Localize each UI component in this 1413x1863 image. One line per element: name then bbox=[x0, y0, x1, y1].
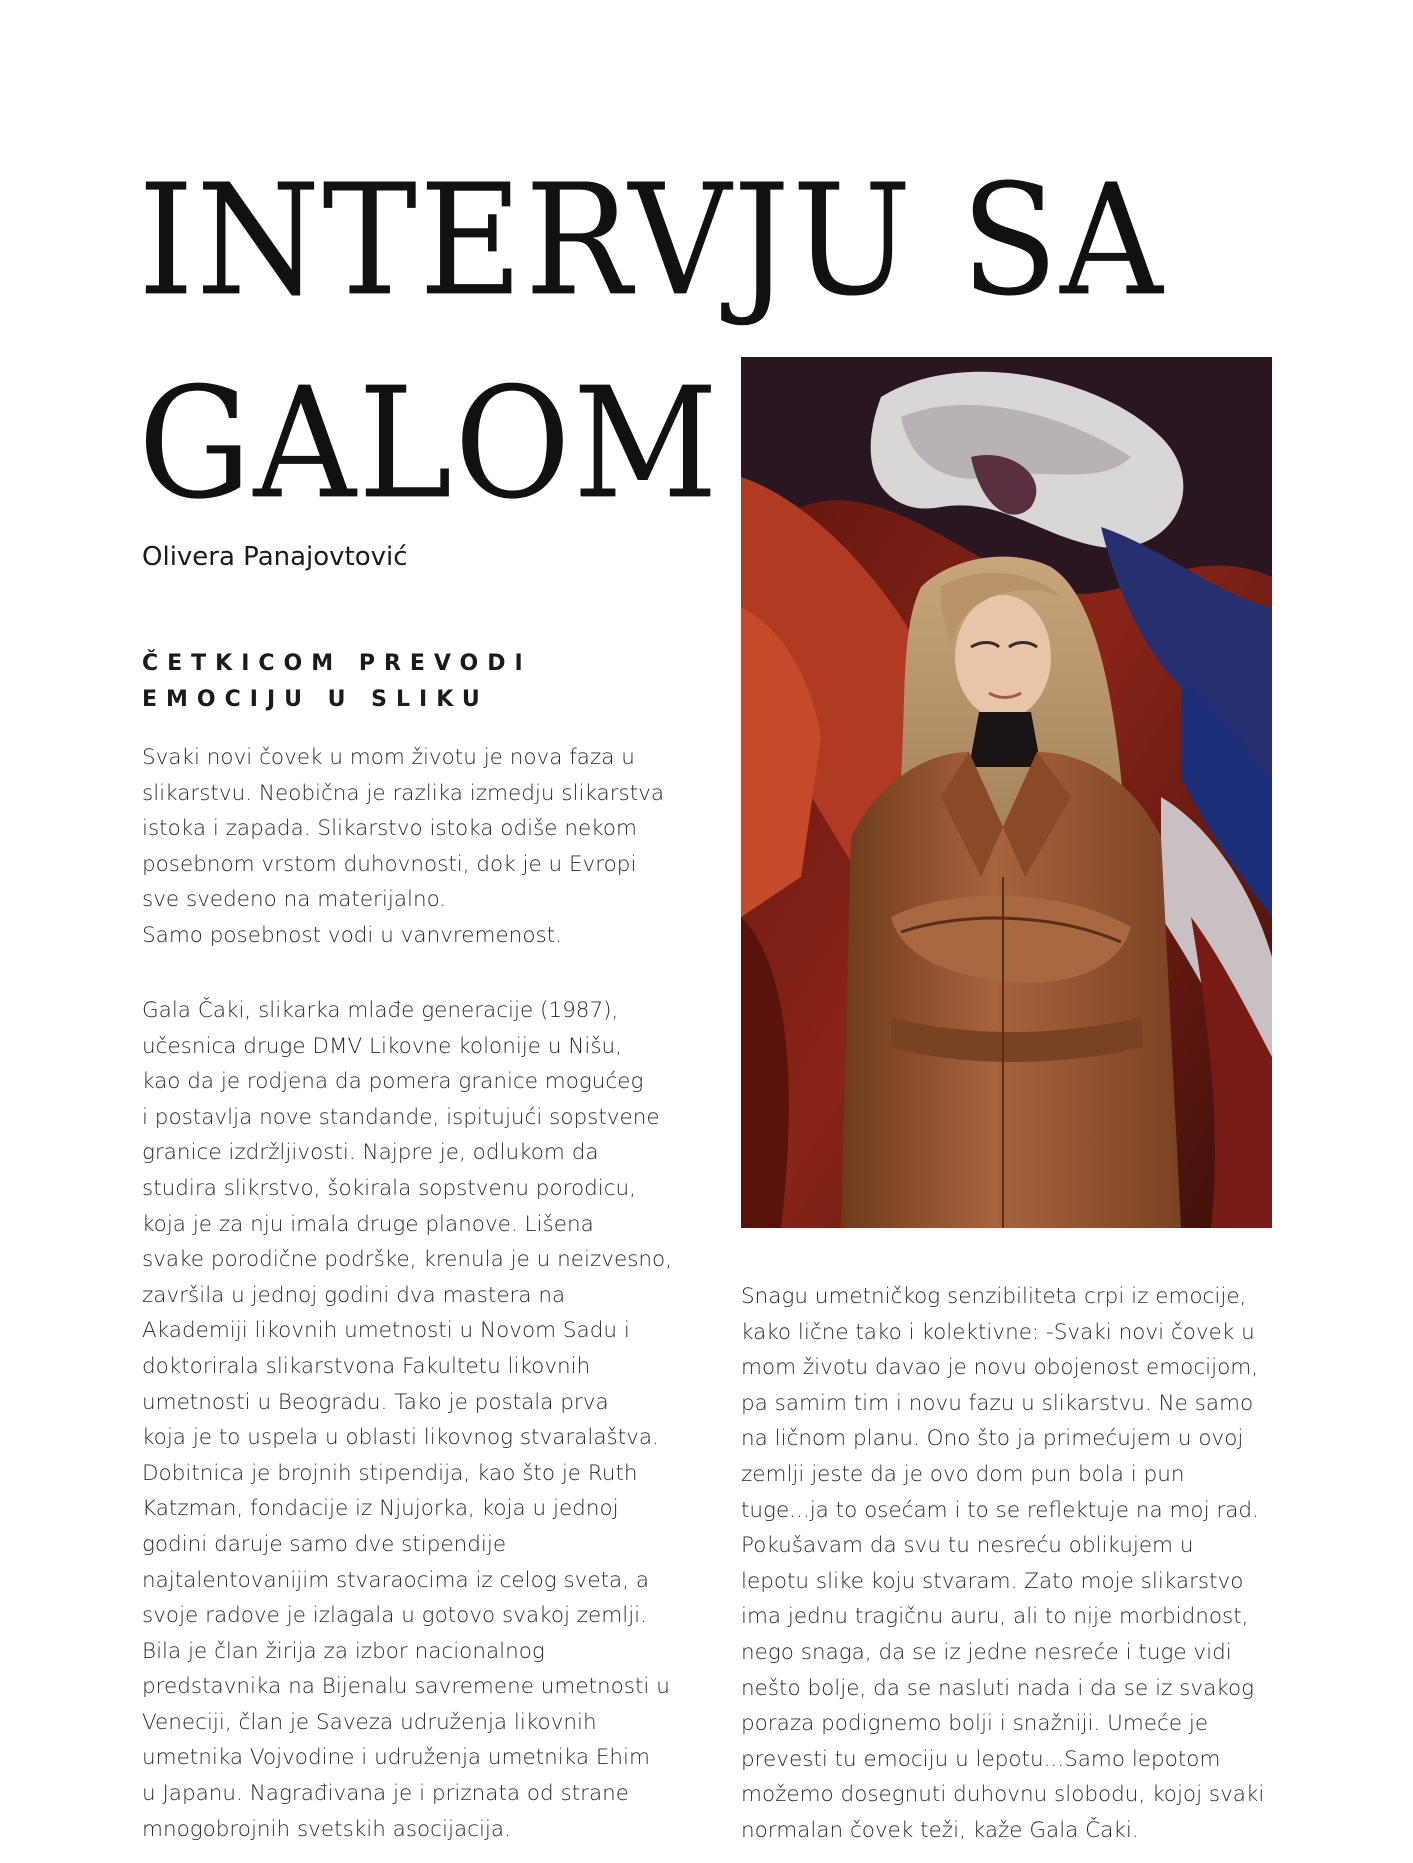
text-line: umetnosti u Beogradu. Tako je postala prva bbox=[142, 1389, 609, 1415]
intro-paragraph bbox=[142, 740, 702, 954]
author-name: Olivera Panajovtović bbox=[142, 542, 408, 572]
text-line: granice izdržljivosti. Najpre je, odlukom da bbox=[142, 1140, 599, 1166]
text-line: normalan čovek teži, kaže Gala Čaki. bbox=[741, 1817, 1139, 1843]
portrait-illustration bbox=[741, 357, 1272, 1228]
text-line: mom životu davao je novu obojenost emocijom, bbox=[741, 1355, 1259, 1381]
text-line: posebnom vrstom duhovnosti, dok je u Evropi bbox=[142, 851, 637, 877]
text-line: Svaki novi čovek u mom životu je nova faza u bbox=[142, 745, 635, 770]
text-line: sve svedeno na materijalno. bbox=[142, 887, 447, 913]
text-line: studira slikrstvo, šokirala sopstvenu porodicu, bbox=[142, 1175, 637, 1201]
text-line: kao da je rodjena da pomera granice mogućeg bbox=[142, 1069, 644, 1095]
text-line: završila u jednoj godini dva mastera na bbox=[142, 1282, 566, 1308]
text-line: Veneciji, član je Saveza udruženja likovnih bbox=[142, 1709, 597, 1735]
text-line: i postavlja nove standande, ispitujući sopstvene bbox=[142, 1104, 660, 1130]
text-line: koja je to uspela u oblasti likovnog stvaralaštva. bbox=[142, 1425, 659, 1451]
text-line: slikarstvu. Neobična je razlika izmedju slikarstva bbox=[142, 780, 665, 806]
text-line: najtalentovanijim stvaraocima iz celog sveta, a bbox=[142, 1567, 650, 1593]
text-line: možemo dosegnuti duhovnu slobodu, kojoj svaki bbox=[741, 1782, 1265, 1808]
text-line: istoka i zapada. Slikarstvo istoka odiše nekom bbox=[142, 816, 637, 842]
subheading-line-2: EMOCIJU U SLIKU bbox=[142, 687, 489, 712]
portrait-photo bbox=[741, 357, 1272, 1228]
text-line: nego snaga, da se iz jedne nesreće i tuge vidi bbox=[741, 1639, 1232, 1665]
text-line: svake porodične podrške, krenula je u neizvesno, bbox=[142, 1247, 673, 1273]
text-line: Samo posebnost vodi u vanvremenost. bbox=[142, 922, 562, 948]
text-line: Katzman, fondacije iz Njujorka, koja u jednoj bbox=[142, 1496, 619, 1522]
text-line: godini daruje samo dve stipendije bbox=[142, 1531, 507, 1557]
text-line: doktorirala slikarstvona Fakultetu likovnih bbox=[142, 1353, 591, 1379]
text-line: poraza podignemo bolji i snažniji. Umeće je bbox=[741, 1711, 1209, 1737]
text-line: pa samim tim i novu fazu u slikarstvu. Ne samo bbox=[741, 1390, 1254, 1416]
title-line-2: GALOM bbox=[138, 354, 721, 534]
section-subheading bbox=[142, 646, 702, 718]
text-line: predstavnika na Bijenalu savremene umetnosti u bbox=[142, 1674, 670, 1700]
text-line: zemlji jeste da je ovo dom pun bola i pun bbox=[741, 1461, 1185, 1487]
text-line: lepotu slike koju stvaram. Zato moje slikarstvo bbox=[741, 1568, 1244, 1594]
text-line: svoje radove je izlagala u gotovo svakoj zemlji. bbox=[142, 1603, 647, 1629]
text-line: prevesti tu emociju u lepotu...Samo lepotom bbox=[741, 1746, 1221, 1772]
text-line: ima jednu tragičnu auru, ali to nije morbidnost, bbox=[741, 1604, 1249, 1630]
text-line: na ličnom planu. Ono što ja primećujem u ovoj bbox=[741, 1426, 1244, 1452]
text-line: Gala Čaki, slikarka mlađe generacije (1987), bbox=[142, 998, 619, 1023]
bio-paragraph bbox=[142, 993, 702, 1847]
text-line: nešto bolje, da se nasluti nada i da se iz svakog bbox=[741, 1675, 1254, 1701]
text-line: Akademiji likovnih umetnosti u Novom Sadu i bbox=[142, 1318, 630, 1344]
text-line: Snagu umetničkog senzibiliteta crpi iz emocije, bbox=[741, 1284, 1247, 1309]
subheading-line-1: ČETKICOM PREVODI bbox=[142, 651, 532, 676]
text-line: Dobitnica je brojnih stipendija, kao što je Ruth bbox=[142, 1460, 638, 1486]
text-line: u Japanu. Nagrađivana je i priznata od strane bbox=[142, 1781, 630, 1807]
text-line: Pokušavam da svu tu nesreću oblikujem u bbox=[741, 1533, 1194, 1559]
text-line: učesnica druge DMV Likovne kolonije u Nišu, bbox=[142, 1033, 623, 1059]
text-line: koja je za nju imala druge planove. Lišena bbox=[142, 1211, 594, 1237]
text-line: kako lične tako i kolektivne: -Svaki novi čovek u bbox=[741, 1319, 1255, 1345]
text-line: umetnika Vojvodine i udruženja umetnika Ehim bbox=[142, 1745, 650, 1771]
text-line: tuge...ja to osećam i to se reflektuje na moj rad. bbox=[741, 1497, 1259, 1523]
title-line-1: INTERVJU SA bbox=[138, 151, 1165, 331]
text-line: Bila je član žirija za izbor nacionalnog bbox=[142, 1638, 545, 1664]
quote-paragraph bbox=[741, 1279, 1281, 1849]
text-line: mnogobrojnih svetskih asocijacija. bbox=[142, 1816, 511, 1842]
